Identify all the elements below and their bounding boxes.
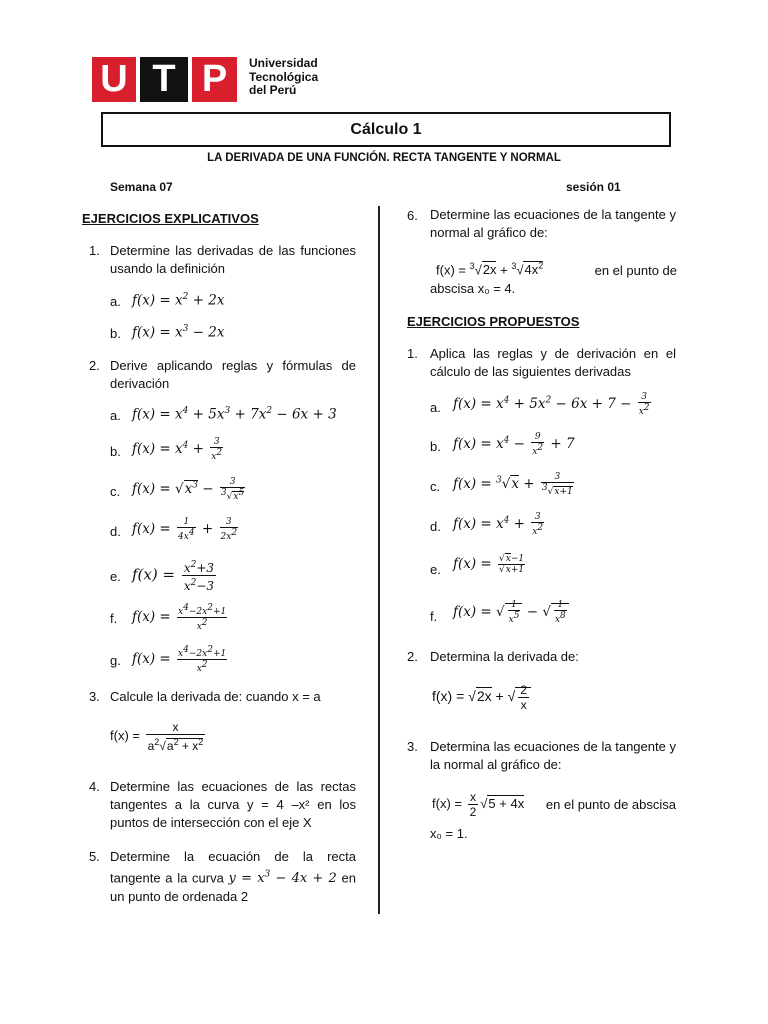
exercise-text: Determine las derivadas de las funciones usando la definición [110, 243, 356, 276]
logo-letter-u: U [92, 57, 136, 102]
exercise-text: Determine las ecuaciones de la tangente y normal al gráfico de: [430, 207, 676, 240]
week-label: Semana 07 [110, 180, 173, 194]
logo-letter-p: P [192, 57, 237, 102]
exercise-text: Aplica las reglas y de derivación en el cálculo de las siguientes derivadas [430, 346, 676, 379]
formula: $f(x) = x^2 + 2x$ [132, 292, 225, 309]
item-label: c. [430, 479, 441, 494]
item-label: d. [110, 524, 121, 539]
formula: $f(x) = ^3√2x + ^3√4x^2$ [436, 261, 544, 278]
formula: f(x) = $^3$√x + $\frac{3}{^3√x+1}$ [453, 472, 573, 497]
university-name-line: Tecnológica [249, 69, 319, 84]
university-name [249, 57, 318, 98]
formula: $f(x) = x^4 + 5x^3 + 7x^2 - 6x + 3$ [132, 406, 337, 423]
exercise-text-part: en un punto de ordenada 2 [110, 870, 356, 905]
formula: f(x) = √2x + √ $\frac{2}{x}$ [432, 683, 531, 712]
item-label: b. [430, 439, 441, 454]
session-label: sesión 01 [566, 180, 621, 194]
formula: f(x) = √ $\frac{1}{x^5}$ − √ $\frac{1}{x^8}$ [453, 600, 569, 625]
exercise-text: en el punto de [594, 263, 677, 278]
exercise-text: Determine las ecuaciones de las rectas tangentes a la curva y = 4 –x² en los puntos de intersección con el eje X [110, 779, 356, 830]
exercise-number: 3. [89, 689, 100, 704]
page-title [101, 112, 671, 147]
exercise-number: 6. [407, 208, 418, 223]
item-label: c. [110, 484, 121, 499]
item-label: f. [110, 611, 118, 626]
formula: $f(x) = x^4$ + $\frac{3}{x^2}$ [453, 512, 544, 537]
formula: $y = x^3 - 4x + 2$ [228, 870, 337, 887]
exercise-number: 2. [407, 649, 418, 664]
formula: $f(x) = x^4 + 5x^2 - 6x + 7$ − $\frac{3}{x^2}$ [453, 392, 650, 417]
formula: f(x) = $\frac{x^4-2x^2+1}{x^2}$ [132, 603, 227, 632]
formula: f(x) = $\frac{x^4-2x^2+1}{x^2}$ [132, 645, 227, 674]
university-name-line: del Perú [249, 83, 297, 97]
subtitle: LA DERIVADA DE UNA FUNCIÓN. RECTA TANGENTE Y NORMAL [207, 152, 561, 164]
item-label: g. [110, 653, 121, 668]
university-name-line: Universidad [249, 56, 318, 70]
formula: $f(x) = x^3 - 2x$ [132, 324, 225, 341]
item-label: b. [110, 326, 121, 341]
item-label: e. [110, 569, 121, 584]
exercise-number: 1. [407, 346, 418, 361]
exercise-text: Determina la derivada de: [430, 649, 579, 664]
item-label: b. [110, 444, 121, 459]
formula: f(x) = $\frac{x}{2}$ √5 + 4x [432, 790, 525, 819]
exercise-number: 4. [89, 779, 100, 794]
item-label: a. [110, 294, 121, 309]
exercise-text [110, 848, 356, 906]
proposed-heading: EJERCICIOS PROPUESTOS [407, 314, 580, 329]
exercise-text-part: Determine la ecuación de la recta tangente a la curva [110, 849, 356, 886]
item-label: f. [430, 609, 438, 624]
item-label: d. [430, 519, 441, 534]
formula: f(x) = $\frac{1}{4x^4}$ + $\frac{3}{2x^2}$ [132, 517, 238, 542]
explanatory-heading: EJERCICIOS EXPLICATIVOS [82, 211, 259, 226]
exercise-text: Determina las ecuaciones de la tangente y la normal al gráfico de: [430, 739, 676, 772]
item-label: a. [430, 400, 441, 415]
formula: $f(x) = x^4$ − $\frac{9}{x^2}$ + 7 [453, 432, 575, 457]
formula: f(x) = $\frac{x^2+3}{x^2-3}$ [132, 560, 215, 593]
exercise-text: x₀ = 1. [430, 826, 468, 841]
exercise-number: 3. [407, 739, 418, 754]
formula: $f(x) = x^4$ + $\frac{3}{x^2}$ [132, 437, 223, 462]
formula: f(x) = $\frac{x}{a^2√a^2 + x^2}$ [110, 720, 204, 753]
logo-letter-t: T [140, 57, 188, 102]
exercise-text: Derive aplicando reglas y fórmulas de derivación [110, 358, 356, 391]
exercise-number: 5. [89, 849, 100, 864]
formula: f(x) = $\frac{√x-1}{√x+1}$ [453, 554, 525, 575]
formula: $f(x) = √x^3$ − $\frac{3}{^3√x^5}$ [132, 477, 245, 502]
item-label: a. [110, 408, 121, 423]
item-label: e. [430, 562, 441, 577]
exercise-number: 1. [89, 243, 100, 258]
exercise-number: 2. [89, 358, 100, 373]
page-title-text: Cálculo 1 [350, 120, 422, 138]
exercise-text: Calcule la derivada de: cuando x = a [110, 689, 321, 704]
column-divider [378, 206, 380, 914]
exercise-text: abscisa x₀ = 4. [430, 281, 516, 296]
exercise-text: en el punto de abscisa [545, 797, 676, 812]
